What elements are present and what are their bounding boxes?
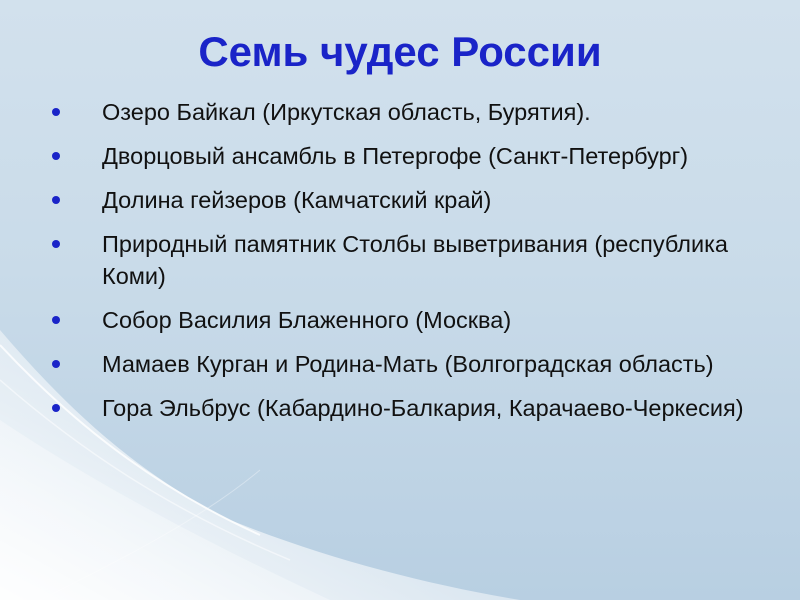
list-item	[46, 96, 766, 128]
list-item-text: Собор Василия Блаженного (Москва)	[102, 307, 512, 333]
bullet-dot-icon	[52, 316, 60, 324]
list-item	[46, 348, 766, 380]
list-item-text: Озеро Байкал (Иркутская область, Бурятия).	[102, 99, 591, 125]
bullet-dot-icon	[52, 404, 60, 412]
list-item-text: Дворцовый ансамбль в Петергофе (Санкт-Петербург)	[102, 143, 689, 169]
list-item-text: Природный памятник Столбы выветривания (республика Коми)	[102, 231, 728, 289]
slide-title: Семь чудес России	[198, 28, 602, 75]
list-item	[46, 228, 766, 292]
list-item	[46, 304, 766, 336]
list-item	[46, 392, 766, 424]
bullet-dot-icon	[52, 196, 60, 204]
bullet-list	[46, 96, 766, 436]
list-item	[46, 140, 766, 172]
bullet-dot-icon	[52, 152, 60, 160]
list-item-text: Мамаев Курган и Родина-Мать (Волгоградская область)	[102, 351, 714, 377]
list-item-text: Гора Эльбрус (Кабардино-Балкария, Карачаево-Черкесия)	[102, 395, 744, 421]
bullet-dot-icon	[52, 360, 60, 368]
list-item-text: Долина гейзеров (Камчатский край)	[102, 187, 492, 213]
bullet-dot-icon	[52, 108, 60, 116]
list-item	[46, 184, 766, 216]
bullet-dot-icon	[52, 240, 60, 248]
